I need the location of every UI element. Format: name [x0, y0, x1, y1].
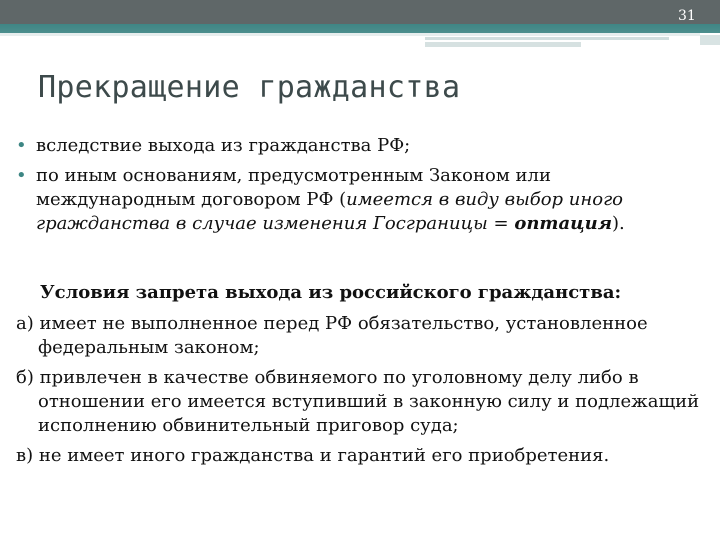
header-band: [0, 0, 720, 24]
condition-item: в) не имеет иного гражданства и гарантий его приобретения.: [16, 445, 610, 466]
bullet-list: [14, 134, 704, 242]
slide-number: 31: [678, 8, 696, 24]
header-light-line: [0, 33, 700, 36]
bullet-text-end: ).: [612, 213, 625, 234]
condition-item: а) имеет не выполненное перед РФ обязательство, установленное федеральным законом;: [16, 313, 648, 358]
bullet-text: вследствие выхода из гражданства РФ;: [36, 135, 411, 156]
bullet-italic-text: имеется в виду выбор иного гражданства в случае изменения Госграницы =: [36, 189, 624, 234]
list-item: [14, 134, 704, 158]
condition-item: б) привлечен в качестве обвиняемого по уголовному делу либо в отношении его имеется вступивший в законную силу и подлежащий исполнению обвинительный приговор суда;: [16, 367, 700, 436]
header-accent-bar: [425, 42, 581, 47]
header-accent-thin-bar: [425, 37, 669, 40]
bullet-icon: •: [16, 165, 27, 186]
bullet-emphasis-term: оптация: [514, 213, 613, 234]
bullet-text: по иным основаниям, предусмотренным Законом или международным договором РФ (: [36, 165, 551, 210]
page-title: Прекращение гражданства: [38, 70, 461, 105]
header-accent-right-block: [700, 35, 720, 45]
bullet-icon: •: [16, 135, 27, 156]
conditions-list: [16, 312, 706, 474]
list-item: [14, 164, 704, 236]
conditions-heading: Условия запрета выхода из российского гражданства:: [40, 282, 622, 303]
header-accent-stripe: [0, 24, 720, 33]
